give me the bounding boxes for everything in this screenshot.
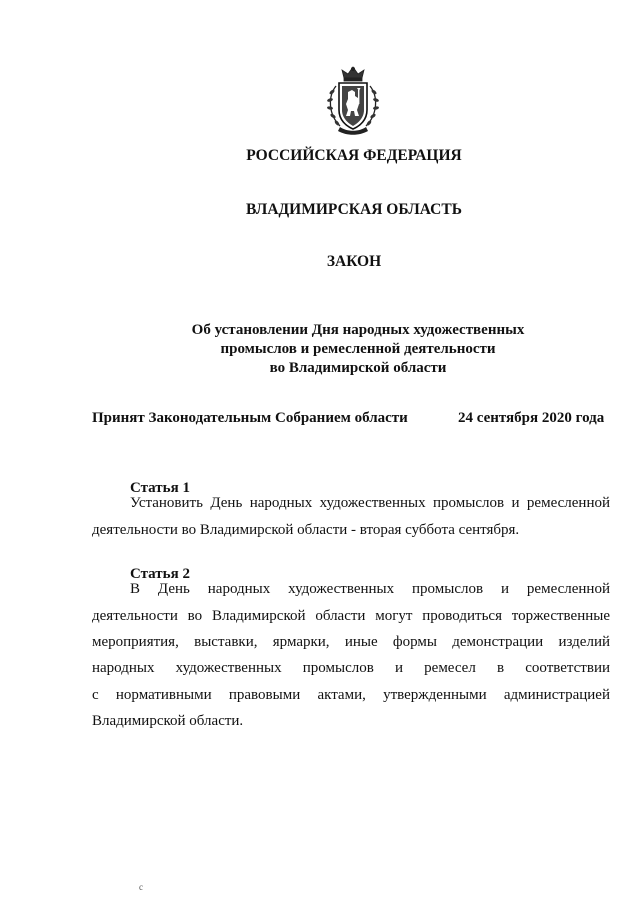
subject-line: промыслов и ремесленной деятельности	[220, 341, 496, 357]
article-2-line: Владимирской области.	[92, 713, 244, 729]
article-2-line: В День народных художественных промыслов и ремесленной	[130, 581, 610, 597]
article-1-line: деятельности во Владимирской области - вторая суббота сентября.	[92, 522, 520, 538]
stray-mark: с	[139, 882, 143, 892]
article-2-line: народных художественных промыслов и ремесел в соответствии	[92, 660, 610, 676]
coat-of-arms-icon	[322, 66, 384, 136]
article-2-line: с нормативными правовыми актами, утвержденными администрацией	[92, 687, 610, 703]
law-subject	[0, 321, 640, 378]
article-1-line: Установить День народных художественных промыслов и ремесленной	[130, 495, 610, 511]
article-2-line: деятельности во Владимирской области могут проводиться торжественные	[92, 608, 610, 624]
subject-line: во Владимирской области	[269, 360, 447, 376]
adopted-by: Принят Законодательным Собранием области	[92, 410, 408, 426]
header-region: ВЛАДИМИРСКАЯ ОБЛАСТЬ	[246, 201, 462, 218]
header-federation: РОССИЙСКАЯ ФЕДЕРАЦИЯ	[246, 147, 462, 164]
subject-line: Об установлении Дня народных художественных	[191, 322, 525, 338]
adopted-date: 24 сентября 2020 года	[458, 410, 605, 426]
article-2-line: мероприятия, выставки, ярмарки, иные формы демонстрации изделий	[92, 634, 610, 650]
header-doc-type: ЗАКОН	[326, 253, 382, 270]
article-2-title: Статья 2	[130, 566, 190, 582]
article-1-title: Статья 1	[130, 480, 190, 496]
